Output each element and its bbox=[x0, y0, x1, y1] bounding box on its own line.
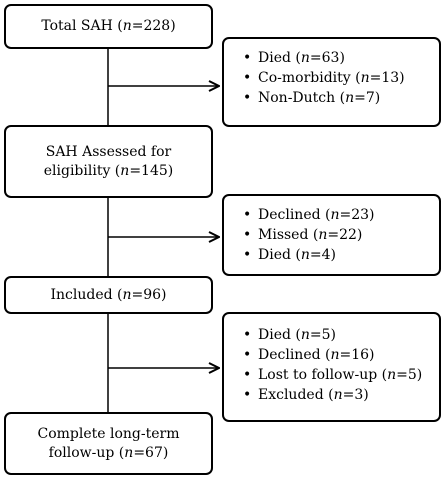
exclusion-item: • Died (n=5) bbox=[240, 325, 439, 345]
assessed-label: SAH Assessed for eligibility (n=145) bbox=[43, 143, 174, 179]
exclusion-item: • Died (n=63) bbox=[240, 48, 439, 68]
assessed-box bbox=[4, 125, 213, 198]
exclusion-item: • Lost to follow-up (n=5) bbox=[240, 365, 439, 385]
total-sah-box bbox=[4, 4, 213, 49]
exclusion-item: • Excluded (n=3) bbox=[240, 385, 439, 405]
exclusion-item: • Died (n=4) bbox=[240, 245, 439, 265]
complete-followup-box bbox=[4, 412, 213, 475]
exclusion-box-3 bbox=[222, 312, 441, 422]
included-label: Included (n=96) bbox=[50, 286, 167, 303]
exclusion-item: • Co-morbidity (n=13) bbox=[240, 68, 439, 88]
exclusion-item: • Non-Dutch (n=7) bbox=[240, 88, 439, 108]
exclusion-box-1 bbox=[222, 37, 441, 127]
exclusion-item: • Declined (n=16) bbox=[240, 345, 439, 365]
exclusion-item: • Declined (n=23) bbox=[240, 205, 439, 225]
exclusion-item: • Missed (n=22) bbox=[240, 225, 439, 245]
total-sah-label: Total SAH (n=228) bbox=[41, 18, 176, 34]
exclusion-box-2 bbox=[222, 194, 441, 276]
included-box bbox=[4, 276, 213, 314]
complete-followup-label: Complete long-term follow-up (n=67) bbox=[37, 425, 180, 461]
